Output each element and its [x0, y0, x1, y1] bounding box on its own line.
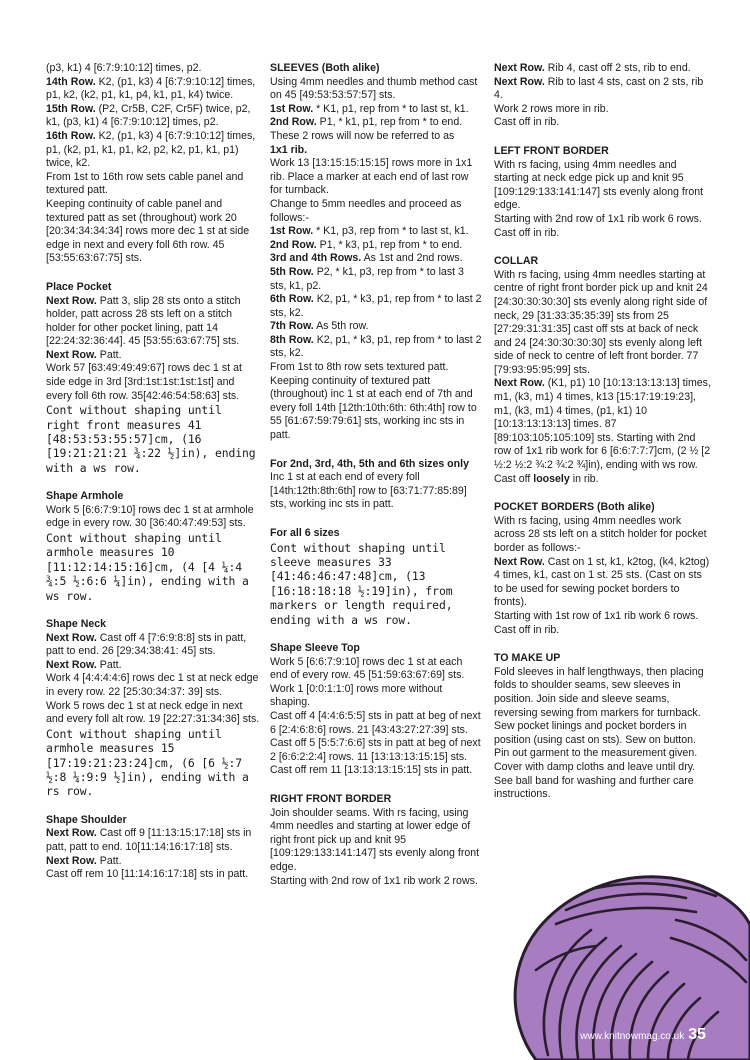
row-label: 15th Row.	[46, 102, 96, 115]
pattern-paragraph	[270, 157, 482, 198]
instruction-text: Work 5 rows dec 1 st at neck edge in next and every foll alt row. 19 [22:27:31:34:36] sts.	[46, 699, 260, 726]
pattern-paragraph	[46, 362, 260, 403]
pattern-paragraph	[270, 144, 482, 158]
instruction-text: Cast off 4 [7:6:9:8:8] sts in patt, patt to end. 26 [29:34:38:41: 45] sts.	[46, 631, 247, 658]
col1-intro	[46, 62, 260, 266]
column-1	[46, 62, 260, 897]
section-heading: For 2nd, 3rd, 4th, 5th and 6th sizes only	[270, 457, 469, 470]
instruction-text: Starting with 2nd row of 1x1 rib work 6 rows.	[494, 212, 702, 225]
pattern-paragraph	[46, 349, 260, 363]
instruction-text: From 1st to 16th row sets cable panel and textured patt.	[46, 170, 244, 197]
measurement-text: Cont without shaping until armhole measures 15 [17:19:21:23:24]cm, (6 [6 ½:7 ½:8 ¼:9:9 ½]in), ending with a rs row.	[46, 726, 249, 799]
pattern-paragraph	[270, 76, 482, 103]
instruction-text: With rs facing, using 4mm needles starting at centre of right front border pick up and knit 24 [24:30:30:30:30] sts evenly along right side of neck, 29 [31:33:35:35:39] sts from 25 [27:29:31:31:35] cast off sts at back of neck and 24 [24:30:30:30:30] sts evenly along left side of neck to centre of left front border. 77 [79:93:95:95:99] sts.	[494, 268, 708, 376]
pattern-paragraph	[494, 556, 712, 610]
instruction-text: Fold sleeves in half lengthways, then placing folds to shoulder seams, sew sleeves in position. Join side and sleeve seams, reversing sewing from markers for turnback. Sew pocket linings and pocket borders in position (using cast on sts). Sew on button. Pin out garment to the measurement given. Cover with damp cloths and leave until dry. See ball band for washing and further care instructions.	[494, 665, 704, 801]
instruction-text: Using 4mm needles and thumb method cast on 45 [49:53:53:57:57] sts.	[270, 75, 478, 102]
pattern-paragraph	[270, 252, 482, 266]
instruction-text: Cast on 1 st, k1, k2tog, (k4, k2tog) 4 times, k1, cast on 1 st. 25 sts. (Cast on sts to be used for sewing pocket borders to fronts).	[494, 555, 710, 609]
pattern-paragraph	[46, 827, 260, 854]
row-label: 1st Row.	[270, 225, 314, 238]
to-make-up-section	[494, 652, 712, 802]
row-label: Next Row.	[494, 62, 545, 74]
row-label: 7th Row.	[270, 320, 314, 333]
instruction-text: Change to 5mm needles and proceed as follows:-	[270, 197, 462, 224]
sizes-section	[270, 458, 482, 512]
pattern-paragraph	[46, 198, 260, 266]
instruction-text: Join shoulder seams. With rs facing, using 4mm needles and starting at lower edge of right front pick up and knit 95 [109:129:133:141:147] sts evenly along front edge.	[270, 806, 480, 873]
section-heading: For all 6 sizes	[270, 527, 340, 539]
pattern-paragraph	[270, 293, 482, 320]
pattern-paragraph	[494, 473, 712, 487]
instruction-text: P2, * k1, p3, rep from * to last 3 sts, k1, p2.	[270, 265, 464, 292]
instruction-text: Starting with 1st row of 1x1 rib work 6 rows.	[494, 609, 699, 622]
row-label: 1st Row.	[270, 102, 314, 115]
row-label: Next Row.	[46, 294, 97, 307]
instruction-text: (p3, k1) 4 [6:7:9:10:12] times, p2.	[46, 62, 202, 74]
pattern-paragraph	[46, 103, 260, 130]
sleeve-top-section	[270, 642, 482, 778]
pattern-paragraph	[270, 710, 482, 737]
instruction-text: P1, * k1, p1, rep from * to end.	[316, 116, 463, 129]
section-heading: Shape Neck	[46, 618, 107, 631]
instruction-text: Cast off 9 [11:13:15:17:18] sts in patt, patt to end. 10[11:14:16:17:18] sts.	[46, 827, 252, 854]
page-footer	[580, 1026, 706, 1044]
row-label: Next Row.	[46, 348, 97, 361]
instruction-text: Inc 1 st at each end of every foll [14th:12th:8th:6th] row to [63:71:77:85:89] sts, working inc sts in patt.	[270, 471, 467, 511]
section-heading: LEFT FRONT BORDER	[494, 144, 609, 157]
instruction-text: Cast off in rib.	[494, 623, 560, 636]
instruction-text: Patt.	[96, 658, 122, 671]
pattern-paragraph	[46, 672, 260, 699]
pattern-paragraph	[46, 855, 260, 869]
pattern-paragraph	[270, 198, 482, 225]
pattern-paragraph	[494, 227, 712, 241]
instruction-text: * K1, p3, rep from * to last st, k1.	[313, 225, 469, 238]
pattern-paragraph	[270, 656, 482, 683]
instruction-text: Starting with 2nd row of 1x1 rib work 2 rows.	[270, 874, 478, 887]
page-number: 35	[688, 1026, 706, 1043]
pattern-paragraph	[270, 541, 482, 627]
pattern-paragraph	[494, 62, 712, 76]
pattern-paragraph	[270, 764, 482, 778]
section-heading: Shape Armhole	[46, 490, 124, 503]
shape-shoulder-section	[46, 814, 260, 882]
row-label: Next Row.	[494, 555, 545, 568]
shape-neck-section	[46, 618, 260, 799]
instruction-text: * K1, p1, rep from * to last st, k1.	[313, 102, 469, 115]
measurement-text: Cont without shaping until armhole measures 10 [11:12:14:15:16]cm, (4 [4 ¼:4 ¾:5 ½:6:6 ¼]in), ending with a ws row.	[46, 531, 249, 603]
instruction-text: Work 4 [4:4:4:4:6] rows dec 1 st at neck edge in every row. 22 [25:30:34:37: 39] sts.	[46, 672, 259, 699]
pattern-paragraph	[494, 515, 712, 556]
instruction-text: (K1, p1) 10 [10:13:13:13:13] times, m1, (k3, m1) 4 times, k13 [15:17:19:19:23], m1, (k3, m1) 4 times, (p1, k1) 10 [10:13:13:13:13] times. 87 [89:103:105:105:109] sts. Starting with 2nd row of 1x1 rib work for 6 [6:6:7:7:7]cm, (2 ½ [2 ½:2 ½:2 ¾:2 ¾:2 ¾]in), ending with ws row.	[494, 377, 711, 472]
instruction-text: Work 13 [13:15:15:15:15] rows more in 1x1 rib. Place a marker at each end of last row for turnback.	[270, 157, 473, 197]
instruction-text: Work 5 [6:6:7:9:10] rows dec 1 st at armhole edge in every row. 30 [36:40:47:49:53] sts.	[46, 503, 254, 530]
instruction-text: Work 5 [6:6:7:9:10] rows dec 1 st at each end of every row. 45 [51:59:63:67:69] sts.	[270, 655, 465, 682]
instruction-text: Work 57 [63:49:49:49:67] rows dec 1 st at side edge in 3rd [3rd:1st:1st:1st:1st] and every foll 6th row. 35[42:46:54:58:63] sts.	[46, 362, 242, 402]
section-heading: Shape Sleeve Top	[270, 642, 360, 655]
pattern-paragraph	[494, 116, 712, 130]
pattern-paragraph	[270, 471, 482, 512]
row-label: Next Row.	[494, 75, 545, 88]
pattern-paragraph	[270, 807, 482, 875]
instruction-text: in rib.	[569, 472, 599, 485]
pattern-paragraph	[270, 103, 482, 117]
pattern-paragraph	[494, 624, 712, 638]
section-heading: POCKET BORDERS (Both alike)	[494, 501, 655, 514]
row-label: 6th Row.	[270, 293, 314, 306]
instruction-text: Keeping continuity of cable panel and textured patt as set (throughout) work 20 [20:34:34:34:34] rows more dec 1 st at side edge in next and every foll 6th row. 45 [53:55:63:67:75] sts.	[46, 197, 250, 265]
instruction-text: Patt.	[96, 854, 122, 867]
instruction-text: As 5th row.	[313, 320, 369, 333]
section-heading: Shape Shoulder	[46, 813, 127, 826]
sleeves-section	[270, 62, 482, 443]
measurement-text: Cont without shaping until sleeve measures 33 [41:46:46:47:48]cm, (13 [16:18:18:18 ½:19]in), from markers or length required, ending with a ws row.	[270, 540, 453, 627]
pattern-paragraph	[270, 875, 482, 889]
instruction-text: K2, p1, * k3, p1, rep from * to last 2 sts, k2.	[270, 333, 482, 360]
pattern-paragraph	[270, 225, 482, 239]
section-heading: SLEEVES (Both alike)	[270, 62, 380, 74]
row-label: 3rd and 4th Rows.	[270, 252, 362, 265]
pattern-paragraph	[494, 377, 712, 472]
pattern-paragraph	[270, 239, 482, 253]
pattern-paragraph	[46, 700, 260, 727]
pattern-paragraph	[270, 116, 482, 130]
pattern-paragraph	[46, 76, 260, 103]
footer-url[interactable]: www.knitnowmag.co.uk	[580, 1031, 685, 1042]
pattern-paragraph	[270, 266, 482, 293]
pattern-paragraph	[494, 269, 712, 378]
instruction-text: Cast off in rib.	[494, 226, 560, 239]
row-label: Next Row.	[46, 827, 97, 840]
instruction-text: Patt 3, slip 28 sts onto a stitch holder, patt across 28 sts left on a stitch holder for other pocket lining, patt 14 [22:24:32:36:44]. 45 [53:55:63:67:75] sts.	[46, 294, 241, 348]
instruction-text: K2, (p1, k3) 4 [6:7:9:10:12] times, p1, (k2, p1, k1, p1, k2, p2, k2, p1, k1, p1) twice, k2.	[46, 129, 256, 170]
pattern-paragraph	[46, 504, 260, 531]
place-pocket-section	[46, 281, 260, 475]
row-label: 1x1 rib.	[270, 143, 308, 156]
instruction-text: K2, p1, * k3, p1, rep from * to last 2 sts, k2.	[270, 293, 482, 319]
pattern-paragraph	[494, 666, 712, 802]
column-3	[494, 62, 712, 817]
pattern-paragraph	[46, 868, 260, 882]
pattern-paragraph	[46, 130, 260, 171]
instruction-text: Cast off 5 [5:5:7:6:6] sts in patt at beg of next 2 [6:6:2:2:4] rows. 11 [13:13:13:15:15] sts.	[270, 737, 481, 763]
pattern-paragraph	[494, 610, 712, 624]
right-front-border-section	[270, 793, 482, 888]
row-label: 8th Row.	[270, 333, 314, 346]
instruction-text: (P2, Cr5B, C2F, Cr5F) twice, p2, k1, (p3, k1) 4 [6:7:9:10:12] times, p2.	[46, 102, 251, 129]
instruction-text: Cast off rem 11 [13:13:13:15:15] sts in patt.	[270, 764, 473, 777]
instruction-text: Cast off in rib.	[494, 116, 560, 129]
pattern-paragraph	[270, 683, 482, 710]
instruction-text: These 2 rows will now be referred to as	[270, 129, 455, 142]
pattern-paragraph	[270, 320, 482, 334]
instruction-text: K2, (p1, k3) 4 [6:7:9:10:12] times, p1, k2, (k2, p1, k1, p4, k1, p1, k4) twice.	[46, 75, 256, 102]
row-label: Next Row.	[494, 377, 545, 390]
pattern-paragraph	[494, 103, 712, 117]
pattern-paragraph	[46, 727, 260, 799]
instruction-text: With rs facing, using 4mm needles and starting at neck edge pick up and knit 95 [109:129:133:141:147] sts evenly along front edge.	[494, 158, 704, 212]
pattern-paragraph	[46, 295, 260, 349]
instruction-text: Cast off 4 [4:4:6:5:5] sts in patt at beg of next 6 [2:4:6:8:6] rows. 21 [43:43:27:27:39] sts.	[270, 710, 481, 736]
pattern-paragraph	[494, 213, 712, 227]
pattern-paragraph	[46, 403, 260, 475]
pattern-paragraph	[46, 171, 260, 198]
pattern-paragraph	[46, 531, 260, 603]
instruction-text: From 1st to 8th row sets textured patt. Keeping continuity of textured patt (throughout) inc 1 st at each end of 7th and every foll 14th [12th:10th:6th: 6th:4th] row to 55 [61:67:59:79:61] sts, working inc sts in patt.	[270, 361, 477, 442]
row-label: 5th Row.	[270, 265, 314, 278]
pattern-paragraph	[270, 737, 482, 764]
pattern-paragraph	[494, 159, 712, 213]
instruction-text: Patt.	[96, 348, 122, 361]
column-2	[270, 62, 482, 903]
pattern-paragraph	[270, 130, 482, 144]
row-label: 2nd Row.	[270, 238, 317, 251]
row-label: 14th Row.	[46, 75, 96, 88]
instruction-text: As 1st and 2nd rows.	[361, 252, 463, 265]
instruction-text: Cast off rem 10 [11:14:16:17:18] sts in patt.	[46, 868, 249, 881]
section-heading: TO MAKE UP	[494, 652, 561, 665]
row-label: Next Row.	[46, 854, 97, 867]
all-sizes-section	[270, 527, 482, 627]
col3-intro	[494, 62, 712, 130]
section-heading: RIGHT FRONT BORDER	[270, 792, 392, 805]
instruction-text: Rib 4, cast off 2 sts, rib to end.	[544, 62, 691, 74]
instruction-text: Cast off	[494, 472, 534, 485]
shape-armhole-section	[46, 490, 260, 603]
row-label: Next Row.	[46, 658, 97, 671]
collar-section	[494, 255, 712, 486]
measurement-text: Cont without shaping until right front measures 41 [48:53:53:55:57]cm, (16 [19:21:21:21 ¾:22 ½]in), ending with a ws row.	[46, 403, 256, 475]
instruction-text: Rib to last 4 sts, cast on 2 sts, rib 4.	[494, 75, 704, 102]
row-label: 16th Row.	[46, 129, 96, 142]
pattern-paragraph	[494, 76, 712, 103]
instruction-text: With rs facing, using 4mm needles work across 28 sts left on a stitch holder for pocket border as follows:-	[494, 514, 707, 554]
instruction-text: Work 1 [0:0:1:1:0] rows more without shaping.	[270, 682, 443, 709]
instruction-text: P1, * k3, p1, rep from * to end.	[316, 238, 463, 251]
pattern-paragraph	[46, 632, 260, 659]
row-label: Next Row.	[46, 631, 97, 644]
pattern-paragraph	[270, 361, 482, 443]
pattern-paragraph	[46, 659, 260, 673]
emphasis-text: loosely	[533, 472, 570, 485]
pocket-borders-section	[494, 501, 712, 637]
row-label: 2nd Row.	[270, 116, 317, 129]
left-front-border-section	[494, 145, 712, 240]
pattern-paragraph	[270, 334, 482, 361]
section-heading: Place Pocket	[46, 280, 112, 293]
instruction-text: Work 2 rows more in rib.	[494, 102, 609, 115]
section-heading: COLLAR	[494, 255, 539, 268]
pattern-paragraph	[46, 62, 260, 76]
